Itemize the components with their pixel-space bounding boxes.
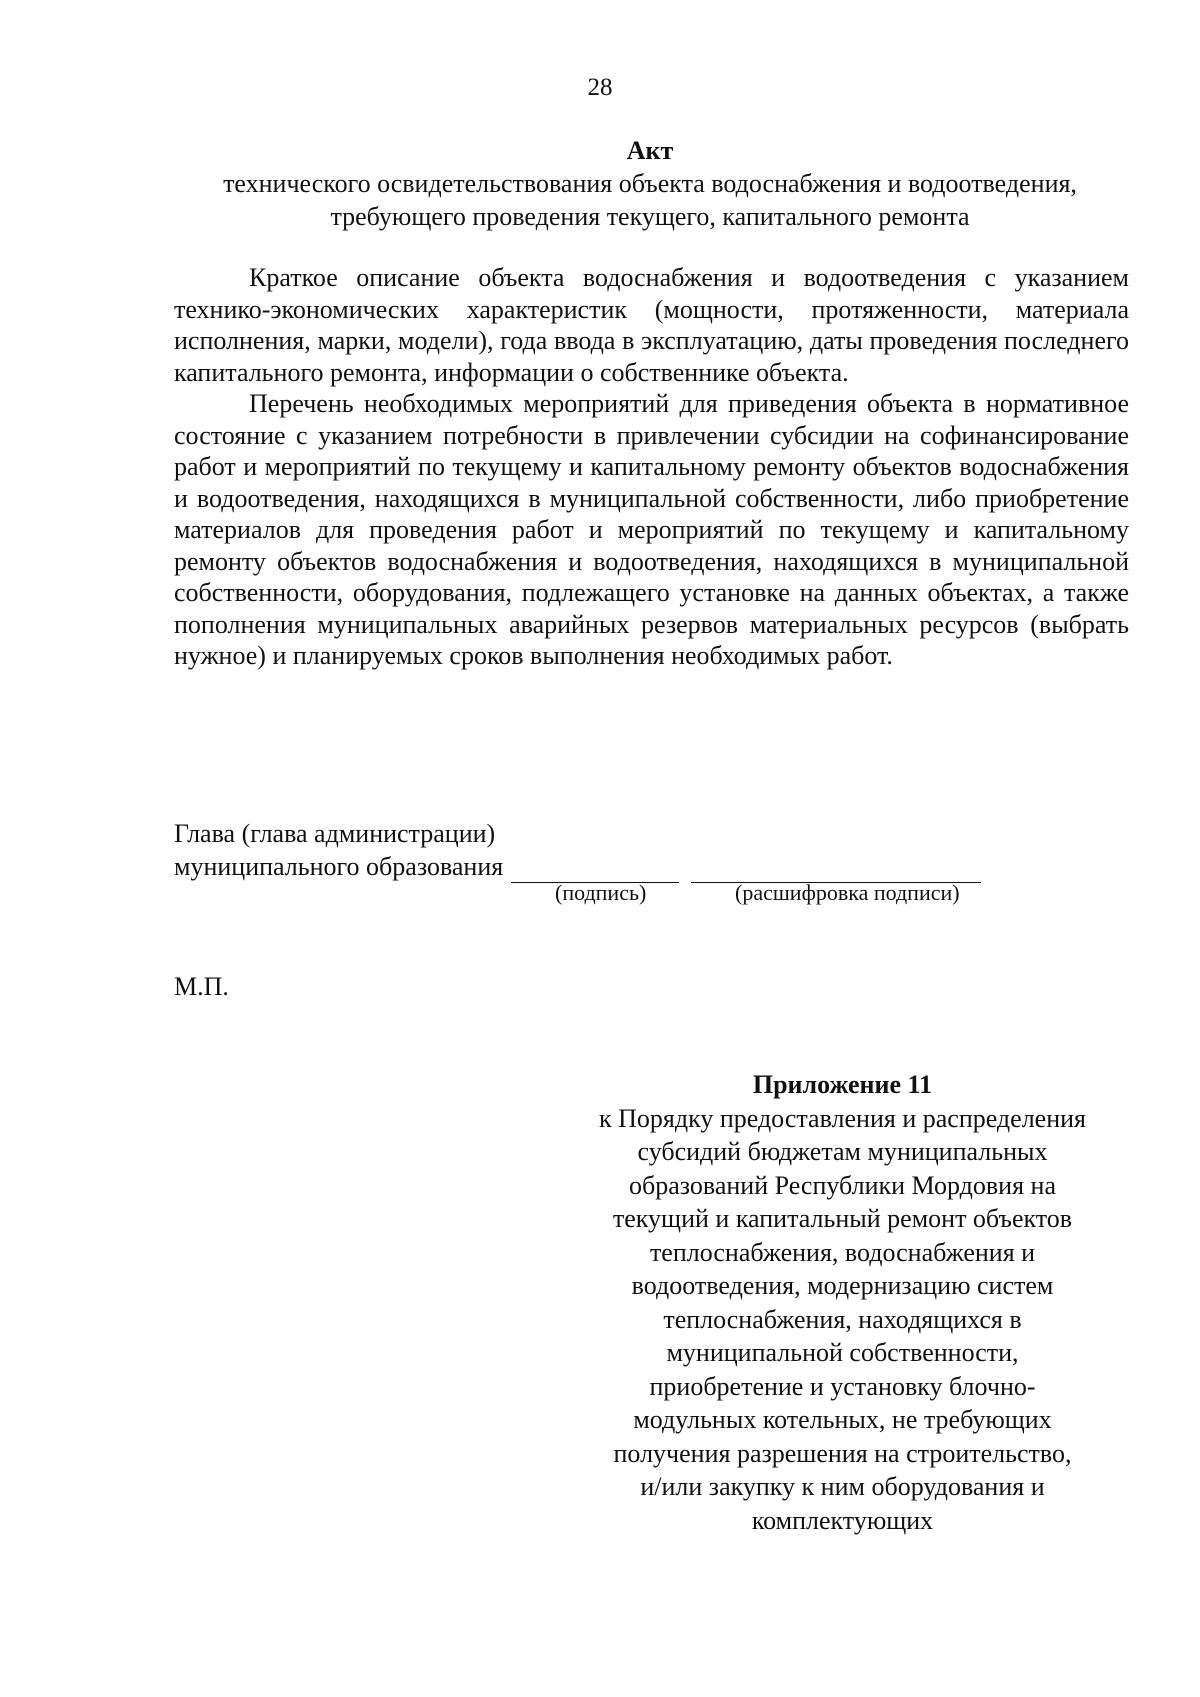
appendix-line: и/или закупку к ним оборудования и [640, 1472, 1045, 1501]
appendix-header [560, 1068, 1125, 1537]
appendix-line: водоотведения, модернизацию систем [631, 1271, 1054, 1300]
appendix-line: муниципальной собственности, [666, 1338, 1019, 1367]
paragraph-measures-list: Перечень необходимых мероприятий для приведения объекта в нормативное состояние с указанием потребности в привлечении субсидии на софинансирование работ и мероприятий по текущему и капитальному ремонту объектов водоснабжения и водоотведения, находящихся в муниципальной собственности, либо приобретение материалов для проведения работ и мероприятий по текущему и капитальному ремонту объектов водоснабжения и водоотведения, находящихся в муниципальной собственности, оборудования, подлежащего установке на данных объектах, а также пополнения муниципальных аварийных резервов материальных ресурсов (выбрать нужное) и планируемых сроков выполнения необходимых работ. [174, 389, 1129, 670]
appendix-line: к Порядку предоставления и распределения [598, 1103, 1087, 1133]
signature-label-line-1: Глава (глава администрации) [174, 819, 496, 848]
paragraph-object-description: Краткое описание объекта водоснабжения и водоотведения с указанием технико-экономических характеристик (мощности, протяженности, материала исполнения, марки, модели), года ввода в эксплуатацию, даты проведения последнего капитального ремонта, информации о собственнике объекта. [174, 263, 1129, 387]
act-subtitle-line-1: технического освидетельствования объекта водоснабжения и водоотведения, [223, 169, 1077, 198]
appendix-title: Приложение 11 [752, 1070, 933, 1099]
appendix-line: субсидий бюджетам муниципальных [637, 1137, 1048, 1166]
page-number: 28 [587, 74, 613, 101]
appendix-line: образований Республики Мордовия на [629, 1170, 1056, 1200]
signature-block [174, 817, 1074, 883]
appendix-line: текущий и капитальный ремонт объектов [612, 1204, 1073, 1233]
signature-decode-blank [691, 856, 981, 883]
caption-signature: (подпись) [555, 880, 647, 905]
signature-blank [511, 856, 679, 883]
act-body [174, 262, 1129, 672]
caption-signature-decode: (расшифровка подписи) [735, 880, 960, 905]
appendix-line: теплоснабжения, находящихся в [663, 1304, 1022, 1334]
signature-label-line-2: муниципального образования [174, 852, 504, 881]
appendix-line: теплоснабжения, водоснабжения и [649, 1237, 1036, 1267]
appendix-line: комплектующих [751, 1505, 934, 1535]
act-title-block [160, 134, 1140, 233]
act-title: Акт [626, 136, 674, 165]
appendix-line: модульных котельных, не требующих [633, 1405, 1052, 1434]
stamp-placeholder: М.П. [174, 972, 229, 1001]
appendix-line: приобретение и установку блочно- [649, 1371, 1036, 1401]
appendix-line: получения разрешения на строительство, [613, 1438, 1072, 1468]
signature-line [174, 850, 1074, 883]
act-subtitle-line-2: требующего проведения текущего, капитального ремонта [330, 202, 970, 231]
